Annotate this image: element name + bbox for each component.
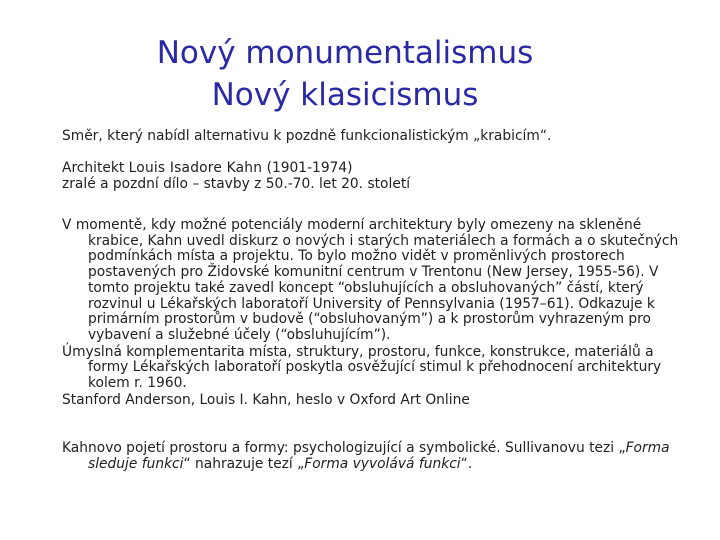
quote-paragraph-2: Úmyslná komplementarita místa, struktury, prostoru, funkce, konstrukce, materiálů a formy Lékařských laboratoří poskytla osvěžující stimul k přehodnocení architektury kolem r. 1960.: [62, 343, 662, 392]
title-line-1: Nový monumentalismus: [156, 35, 534, 71]
closing-text-3: “.: [460, 456, 473, 472]
architect-years: (1901-1974): [262, 160, 353, 176]
closing-italic-2: Forma vyvolává funkci: [304, 456, 461, 472]
architect-prefix: Architekt: [62, 160, 129, 176]
architect-period: zralé a pozdní dílo – stavby z 50.-70. let 20. století: [62, 176, 411, 192]
intro-text: Směr, který nabídl alternativu k pozdně funkcionalistickým „krabicím“.: [62, 128, 552, 144]
architect-line: [62, 160, 692, 176]
title-line-2: Nový klasicismus: [211, 77, 479, 113]
quote-source: Stanford Anderson, Louis I. Kahn, heslo v Oxford Art Online: [62, 391, 470, 408]
closing-italic-1: Forma sleduje funkci: [88, 440, 670, 472]
closing-paragraph: [62, 440, 692, 472]
architect-name: Louis Isadore Kahn: [128, 160, 263, 176]
intro-paragraph: [62, 128, 692, 144]
slide-title: [0, 32, 690, 116]
closing-text-1: Kahnovo pojetí prostoru a formy: psychologizující a symbolické. Sullivanovu tezi „: [62, 440, 626, 456]
quote-paragraph-1: V momentě, kdy možné potenciály moderní architektury byly omezeny na skleněné krabice, Kahn uvedl diskurz o nových i starých materiálech a formách a o skutečných podmínkách místa a projektu. To bylo možno vidět v proměnlivých prostorech postavených pro Židovské komunitní centrum v Trentonu (New Jersey, 1955-56). V tomto projektu také zavedl koncept “obsluhujících a obsluhovaných” částí, který rozvinul u Lékařských laboratoří University of Pennsylvania (1957–61). Odkazuje k primárním prostorům v budově (“obsluhovaným”) a k prostorům vyhrazeným pro vybavení a služebné účely (“obsluhujícím”).: [62, 217, 679, 343]
closing-text-2: “ nahrazuje tezí „: [183, 456, 305, 472]
quote-block: [62, 218, 692, 408]
closing-text: [62, 440, 692, 472]
architect-paragraph: [62, 160, 692, 192]
